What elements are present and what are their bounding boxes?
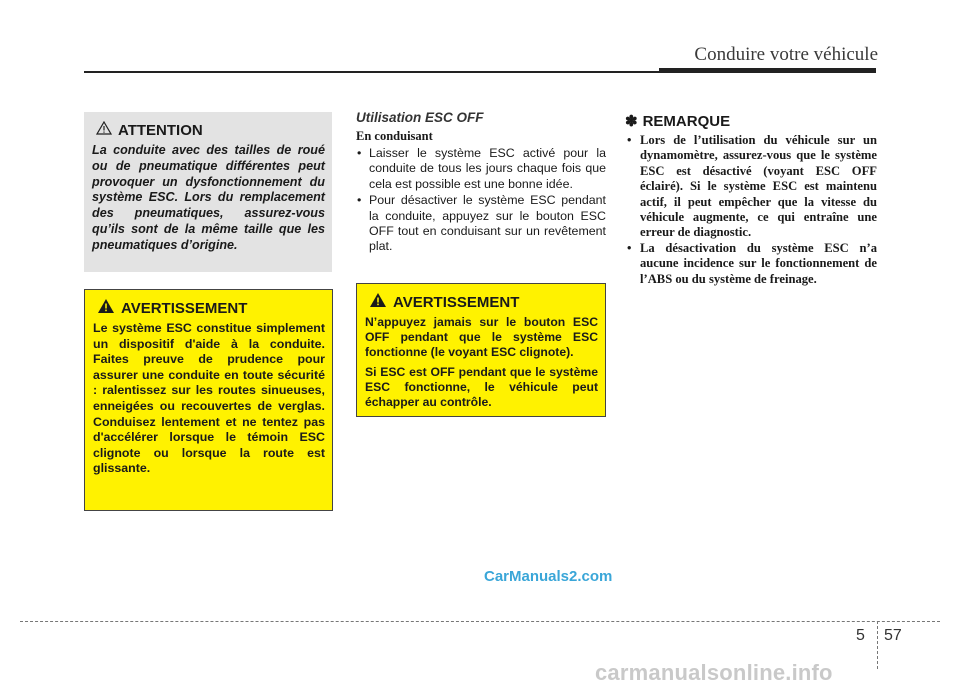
watermark-carmanuals2[interactable]: CarManuals2.com	[484, 568, 613, 585]
warning-mid-paragraph: N’appuyez jamais sur le bouton ESC OFF pendant que le système ESC fonctionne (le voyant ESC clignote).	[365, 315, 598, 360]
page-header-title: Conduire votre véhicule	[694, 44, 878, 65]
esc-off-heading: Utilisation ESC OFF	[356, 110, 484, 125]
warning-mid-text	[365, 315, 598, 410]
warning-box-left	[84, 289, 333, 511]
attention-text: La conduite avec des tailles de roué ou de pneumatique différentes peut provoquer un dysfonctionnement du système ESC. Lors du remplacement des pneumatiques, assurez-vous qu’ils sont de la même taille que les pneumatiques d’origine.	[92, 143, 325, 252]
remark-title: REMARQUE	[642, 112, 731, 130]
warning-triangle-icon	[369, 292, 387, 313]
warning-left-text: Le système ESC constitue simplement un dispositif d'aide à la conduite. Faites preuve de prudence pour assurer une conduite en toute sécurité : ralentissez sur les routes sinueuses, enneigées ou recouvertes de verglas. Conduisez lentement et ne tentez pas d'accélérer lorsque le témoin ESC clignote ou lorsque la route est glissante.	[93, 321, 325, 476]
watermark-carmanualsonline[interactable]: carmanualsonline.info	[595, 660, 833, 685]
header-rule	[84, 71, 659, 73]
list-item: • Pour désactiver le système ESC pendant la conduite, appuyez sur le bouton ESC OFF tout en conduisant sur un revêtement plat.	[356, 193, 606, 255]
header-rule-accent	[659, 68, 876, 73]
warning-triangle-icon	[96, 121, 112, 140]
warning-mid-paragraph: Si ESC est OFF pendant que le système ESC fonctionne, le véhicule peut échapper au contrôle.	[365, 364, 598, 410]
esc-off-subheading: En conduisant	[356, 129, 433, 143]
remark-heading	[625, 112, 877, 130]
attention-title-row	[96, 121, 325, 140]
attention-title: ATTENTION	[118, 121, 203, 139]
remark-list	[625, 133, 877, 287]
list-item: • Lors de l’utilisation du véhicule sur un dynamomètre, assurez-vous que le système ESC est désactivé (voyant ESC OFF éclairé). Si le système ESC est maintenu actif, il peut empêcher que la vitesse du véhicule augmente, ce qui entraîne une erreur de diagnostic.	[625, 133, 877, 241]
warning-left-title: AVERTISSEMENT	[121, 299, 248, 317]
attention-box	[84, 112, 332, 272]
list-item: • La désactivation du système ESC n’a aucune incidence sur le fonctionnement de l’ABS ou du système de freinage.	[625, 241, 877, 287]
list-item: • Laisser le système ESC activé pour la conduite de tous les jours chaque fois que cela est possible est une bonne idée.	[356, 146, 606, 192]
warning-mid-title: AVERTISSEMENT	[393, 293, 520, 311]
warning-triangle-icon	[97, 298, 115, 319]
warning-left-title-row	[97, 298, 325, 319]
remark-section	[625, 112, 877, 287]
page-number: 57	[884, 627, 902, 644]
chapter-number: 5	[856, 627, 865, 644]
esc-off-section	[356, 110, 606, 256]
esc-off-list	[356, 146, 606, 255]
warning-box-mid	[356, 283, 606, 417]
asterisk-icon: ✽	[625, 113, 638, 130]
footer-rule	[20, 621, 940, 622]
page-number-divider	[877, 621, 878, 669]
warning-mid-title-row	[369, 292, 598, 313]
